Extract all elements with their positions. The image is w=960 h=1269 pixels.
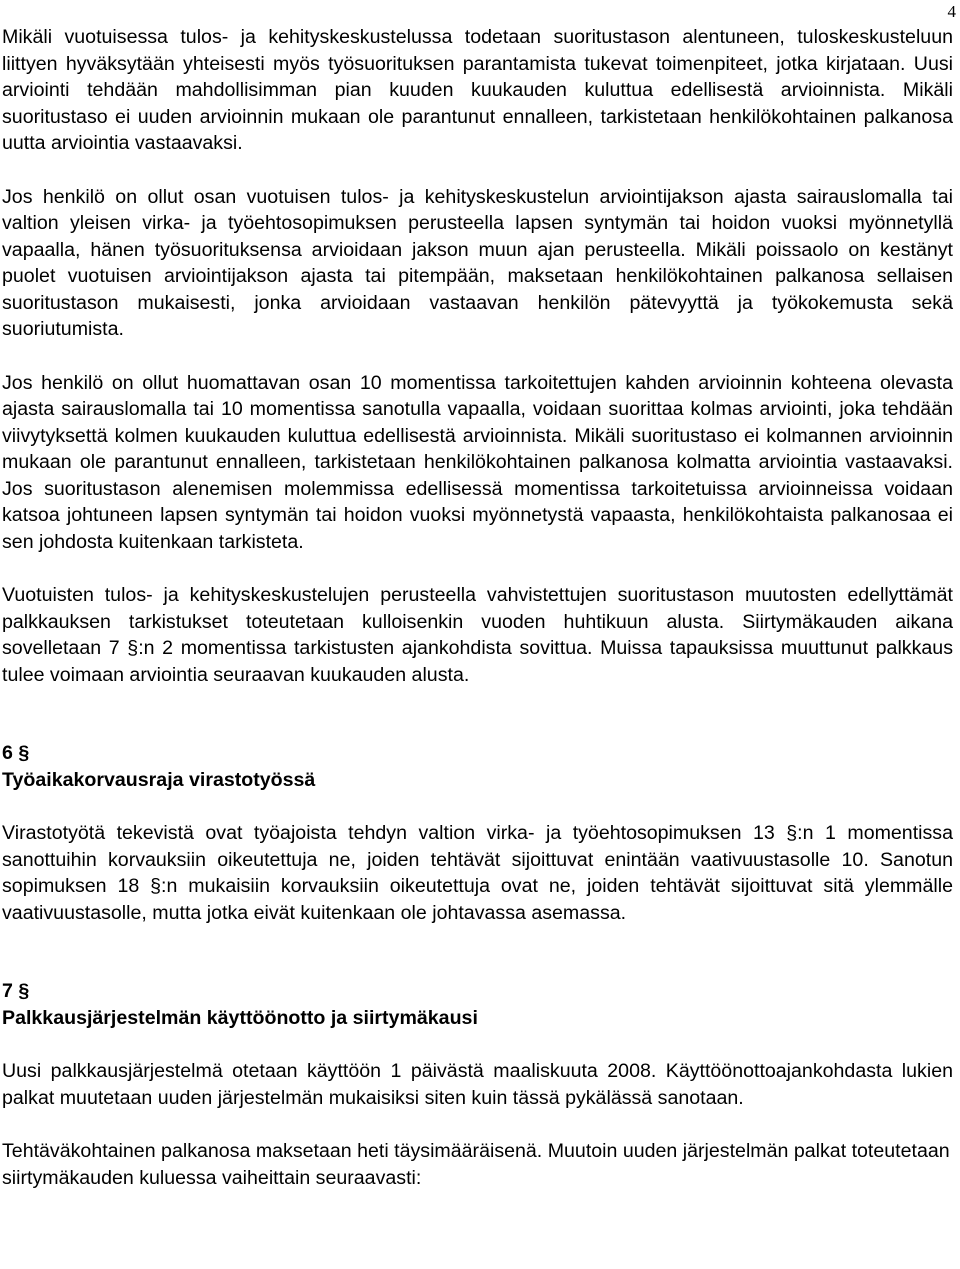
section-title: Työaikakorvausraja virastotyössä <box>2 768 316 791</box>
paragraph: Vuotuisten tulos- ja kehityskeskustelujen perusteella vahvistettujen suoritustason muutosten edellyttämät palkkauksen tarkistukset toteutetaan kulloisenkin vuoden huhtikuun alusta. Siirtymäkauden aikana sovelletaan 7 §:n 2 momentissa tarkistusten ajankohdista sovittua. Muissa tapauksissa muuttunut palkkaus tulee voimaan arviointia seuraavan kuukauden alusta. <box>2 584 953 686</box>
section-number: 7 § <box>2 980 30 1002</box>
paragraph: Jos henkilö on ollut osan vuotuisen tulos- ja kehityskeskustelun arviointijakson ajasta sairauslomalla tai valtion yleisen virka- ja työehtosopimuksen perusteella lapsen syntymän tai hoidon vuoksi myönnetyllä vapaalla, hänen työsuorituksensa arvioidaan jakson muun ajan perusteella. Mikäli poissaolo on kestänyt puolet vuotuisen arviointijakson ajasta tai pitempään, maksetaan henkilökohtainen palkanosa sellaisen suoritustason mukaisesti, jonka arvioidaan vastaavan henkilön pätevyyttä ja työkokemusta sekä suoriutumista. <box>2 185 953 340</box>
document-body <box>2 24 953 1191</box>
paragraph: Tehtäväkohtainen palkanosa maksetaan heti täysimääräisenä. Muutoin uuden järjestelmän palkat toteutetaan siirtymäkauden kuluessa vaiheittain seuraavasti: <box>2 1140 950 1189</box>
paragraph: Jos henkilö on ollut huomattavan osan 10 momentissa tarkoitettujen kahden arvioinnin kohteena olevasta ajasta sairauslomalla tai 10 momentissa sanotulla vapaalla, voidaan suorittaa kolmas arviointi, joka tehdään viivytyksettä kolmen kuukauden kuluttua edellisestä arvioinnista. Mikäli suoritustaso ei kolmannen arvioinnin mukaan ole parantunut ennalleen, tarkistetaan henkilökohtainen palkanosa kolmatta arviointia vastaavaksi. Jos suoritustason alenemisen molemmissa edellisessä momentissa tarkoitetuissa arvioinneissa voidaan katsoa johtuneen lapsen syntymän tai hoidon vuoksi myönnetystä vapaasta, henkilökohtaista palkanosaa ei sen johdosta kuitenkaan tarkisteta. <box>2 371 953 553</box>
paragraph: Uusi palkkausjärjestelmä otetaan käyttöön 1 päivästä maaliskuuta 2008. Käyttöönottoajankohdasta lukien palkat muutetaan uuden järjestelmän mukaisiksi siten kuin tässä pykälässä sanotaan. <box>2 1060 953 1109</box>
section-number: 6 § <box>2 742 30 764</box>
section-title: Palkkausjärjestelmän käyttöönotto ja siirtymäkausi <box>2 1006 478 1029</box>
paragraph: Virastotyötä tekevistä ovat työajoista tehdyn valtion virka- ja työehtosopimuksen 13 §:n 1 momentissa sanottuihin korvauksiin oikeutettuja ne, joiden tehtävät sijoittuvat enintään vaativuustasolle 10. Sanotun sopimuksen 18 §:n mukaisiin korvauksiin oikeutettuja ovat ne, joiden tehtävät sijoittuvat sitä ylemmälle vaativuustasolle, mutta jotka eivät kuitenkaan ole johtavassa asemassa. <box>2 822 953 924</box>
page-number: 4 <box>947 2 956 21</box>
paragraph: Mikäli vuotuisessa tulos- ja kehityskeskustelussa todetaan suoritustason alentuneen, tuloskeskusteluun liittyen hyväksytään yhteisesti myös työsuorituksen parantamista tukevat toimenpiteet, jotka kirjataan. Uusi arviointi tehdään mahdollisimman pian kuuden kuukauden kuluttua edellisestä arvioinnista. Mikäli suoritustaso ei uuden arvioinnin mukaan ole parantunut ennalleen, tarkistetaan henkilökohtainen palkanosa uutta arviointia vastaavaksi. <box>2 26 953 154</box>
